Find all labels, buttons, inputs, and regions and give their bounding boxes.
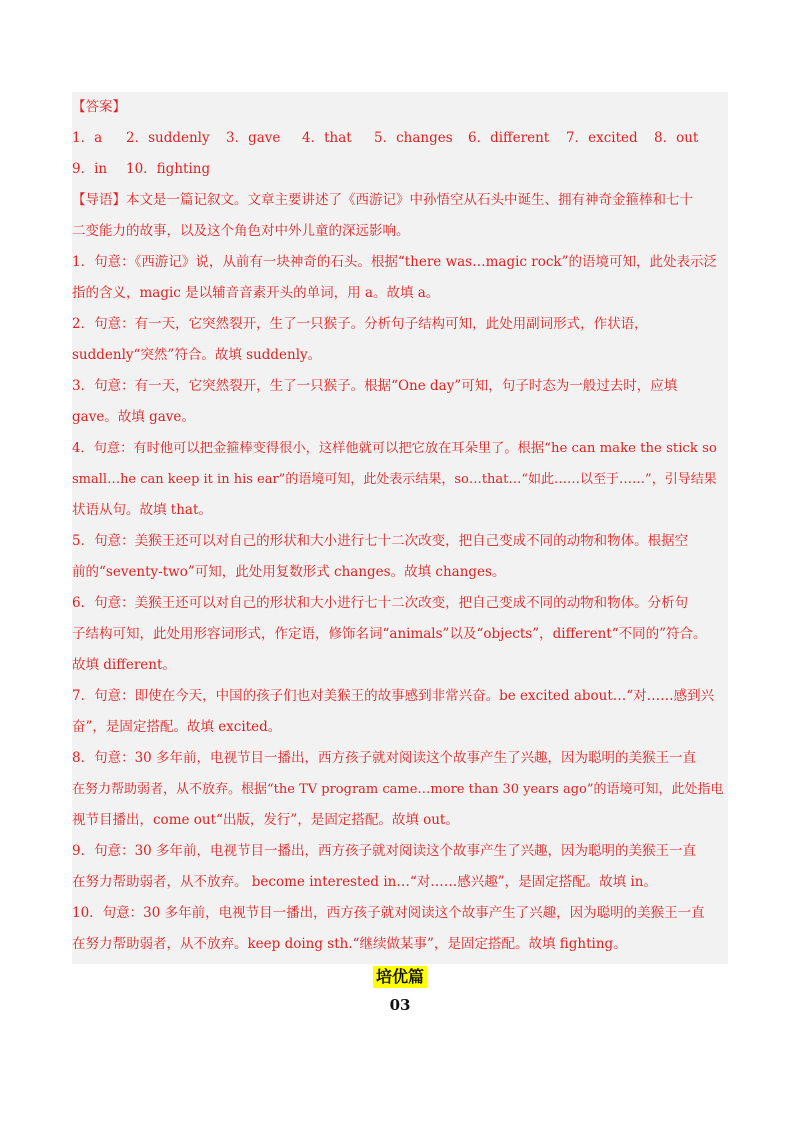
explanation-7 — [72, 681, 728, 743]
answer-item: 8．out — [654, 130, 699, 146]
answer-item: 3．gave — [226, 130, 281, 146]
explanation-1 — [72, 247, 728, 309]
explanation-line: 6．句意：美猴王还可以对自己的形状和大小进行七十二次改变，把自己变成不同的动物和物体。分析句 — [72, 595, 689, 611]
explanation-4 — [72, 433, 728, 526]
answer-item: 7．excited — [566, 130, 638, 146]
explanation-line: 子结构可知，此处用形容词形式，作定语，修饰名词“animals”以及“objects”，different“不同的”符合。 — [72, 626, 707, 642]
explanation-line: 7．句意：即使在今天，中国的孩子们也对美猴王的故事感到非常兴奋。be excited about…“对……感到兴 — [72, 688, 715, 704]
answers-row-1 — [72, 123, 728, 154]
explanation-line: 9．句意：30 多年前，电视节目一播出，西方孩子就对阅读这个故事产生了兴趣，因为聪明的美猴王一直 — [72, 843, 697, 859]
explanation-line: gave。故填 gave。 — [72, 409, 195, 425]
explanation-line: 8．句意：30 多年前，电视节目一播出，西方孩子就对阅读这个故事产生了兴趣，因为聪明的美猴王一直 — [72, 750, 697, 766]
answer-item: 10．fighting — [126, 161, 211, 177]
explanation-2 — [72, 309, 728, 371]
answer-block — [72, 92, 728, 964]
explanation-line: 前的“seventy-two”可知，此处用复数形式 changes。故填 changes。 — [72, 564, 506, 580]
explanation-5 — [72, 526, 728, 588]
explanation-3 — [72, 371, 728, 433]
answer-item: 4．that — [302, 130, 352, 146]
explanation-line: 1．句意：《西游记》说，从前有一块神奇的石头。根据“there was…magic rock”的语境可知，此处表示泛 — [72, 254, 717, 270]
explanation-6 — [72, 588, 728, 681]
answer-item: 6．different — [468, 130, 550, 146]
explanation-line: suddenly“突然”符合。故填 suddenly。 — [72, 347, 322, 363]
explanation-9 — [72, 836, 728, 898]
explanation-line: 视节目播出，come out“出版，发行”，是固定搭配。故填 out。 — [72, 812, 459, 828]
explanation-line: 在努力帮助弱者，从不放弃。根据“the TV program came…more than 30 years ago”的语境可知，此处指电 — [72, 782, 724, 797]
answer-item: 9．in — [72, 161, 108, 177]
answers-row-2 — [72, 154, 728, 185]
explanation-line: 在努力帮助弱者，从不放弃。 become interested in…“对……感兴趣”，是固定搭配。故填 in。 — [72, 874, 657, 890]
explanation-line: 3．句意：有一天，它突然裂开，生了一只猴子。根据“One day”可知，句子时态为一般过去时，应填 — [72, 378, 678, 394]
answer-item: 2．suddenly — [126, 130, 210, 146]
explanation-line: 故填 different。 — [72, 657, 176, 673]
explanation-line: 2．句意：有一天，它突然裂开，生了一只猴子。分析句子结构可知，此处用副词形式，作状语， — [72, 316, 648, 332]
explanation-8 — [72, 743, 728, 836]
guide-line: 【导语】本文是一篇记叙文。文章主要讲述了《西游记》中孙悟空从石头中诞生、拥有神奇金箍棒和七十 — [72, 192, 693, 208]
explanation-line: 在努力帮助弱者，从不放弃。keep doing sth.“继续做某事”，是固定搭配。故填 fighting。 — [72, 936, 627, 952]
explanation-line: small…he can keep it in his ear”的语境可知，此处表示结果，so…that…“如此……以至于……”，引导结果 — [72, 472, 717, 487]
explanation-line: 4．句意：有时他可以把金箍棒变得很小，这样他就可以把它放在耳朵里了。根据“he can make the stick so — [72, 441, 717, 456]
explanation-10 — [72, 898, 728, 960]
explanation-line: 指的含义，magic 是以辅音音素开头的单词，用 a。故填 a。 — [72, 285, 440, 301]
explanation-line: 状语从句。故填 that。 — [72, 502, 212, 518]
explanation-line: 5．句意：美猴王还可以对自己的形状和大小进行七十二次改变，把自己变成不同的动物和物体。根据空 — [72, 533, 689, 549]
answer-item: 1．a — [72, 130, 103, 146]
section-title: 培优篇 — [373, 966, 427, 988]
guide-line: 二变能力的故事，以及这个角色对中外儿童的深远影响。 — [72, 223, 410, 239]
answer-item: 5．changes — [374, 130, 453, 146]
section-heading — [0, 966, 800, 988]
explanation-line: 奋”，是固定搭配。故填 excited。 — [72, 719, 282, 735]
explanation-line: 10．句意：30 多年前，电视节目一播出，西方孩子就对阅读这个故事产生了兴趣，因为聪明的美猴王一直 — [72, 905, 705, 921]
answer-heading: 【答案】 — [72, 99, 126, 115]
section-number: 03 — [389, 996, 411, 1014]
